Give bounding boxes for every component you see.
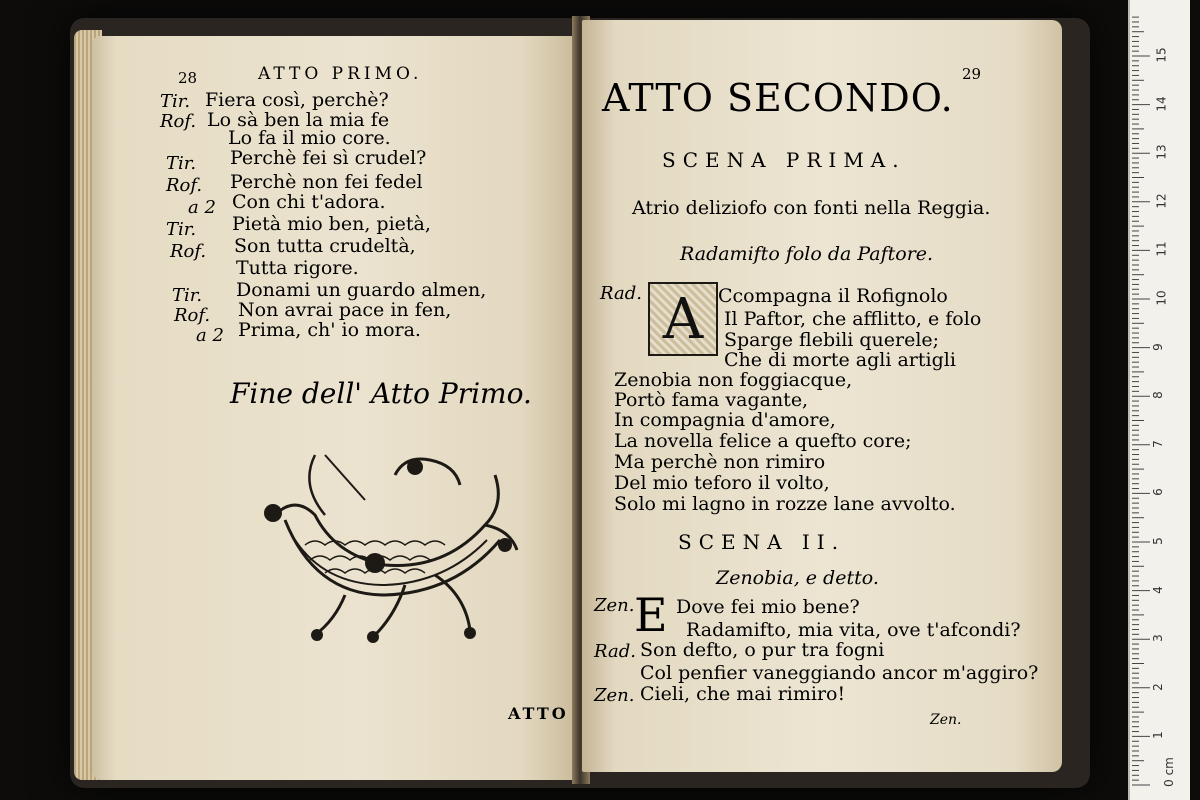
speaker: a 2 xyxy=(188,197,216,218)
ruler-mark-label: 1 xyxy=(1150,731,1165,740)
ruler-unit-label: 0 cm xyxy=(1161,757,1176,787)
ruler-mark-label: 2 xyxy=(1150,682,1165,691)
speaker: Tir. xyxy=(160,91,191,112)
verse-line: Solo mi lagno in rozze lane avvolto. xyxy=(614,493,956,515)
initial-letter: A xyxy=(662,287,704,352)
verse-line: Cieli, che mai rimiro! xyxy=(640,683,846,705)
verse-line: La novella felice a quefto core; xyxy=(614,430,912,452)
scene-title: SCENA PRIMA. xyxy=(662,148,906,172)
verse-line: Radamifto, mia vita, ove t'afcondi? xyxy=(686,619,1021,641)
right-page-number: 29 xyxy=(962,65,982,83)
act-end-text: Fine dell' Atto Primo. xyxy=(230,377,532,410)
ruler-mark-label: 11 xyxy=(1154,241,1169,258)
measuring-ruler xyxy=(1128,0,1190,800)
ruler-mark-label: 9 xyxy=(1150,342,1165,351)
verse-line: Lo fa il mio core. xyxy=(228,127,391,149)
verse-line: Perchè non fei fedel xyxy=(230,171,423,193)
scene-title: SCENA II. xyxy=(678,530,846,554)
left-page-number: 28 xyxy=(178,69,198,87)
speaker: Rof. xyxy=(160,111,197,132)
verse-line: Il Paftor, che afflitto, e folo xyxy=(724,308,982,330)
ruler-ticks-icon xyxy=(1130,0,1190,800)
right-catchword: Zen. xyxy=(930,712,962,728)
verse-line: In compagnia d'amore, xyxy=(614,409,836,431)
ruler-mark-label: 3 xyxy=(1150,634,1165,643)
verse-line: Fiera così, perchè? xyxy=(205,89,389,111)
speaker: Rof. xyxy=(174,305,211,326)
speaker: Rad. xyxy=(594,641,636,662)
verse-line: Prima, ch' io mora. xyxy=(238,319,421,341)
left-catchword: ATTO xyxy=(508,704,569,723)
ruler-mark-label: 8 xyxy=(1150,391,1165,400)
ruler-mark-label: 6 xyxy=(1150,488,1165,497)
ruler-mark-label: 12 xyxy=(1154,193,1169,209)
speaker: Rad. xyxy=(600,283,642,304)
speaker: Zen. xyxy=(594,685,635,706)
ruler-mark-label: 10 xyxy=(1154,290,1169,306)
verse-line: Del mio teforo il volto, xyxy=(614,472,830,494)
verse-line: Ccompagna il Rofignolo xyxy=(718,285,948,307)
verse-line: Col penfier vaneggiando ancor m'aggiro? xyxy=(640,662,1039,684)
initial-letter: E xyxy=(634,588,668,642)
stage-direction: Zenobia, e detto. xyxy=(716,567,879,589)
verse-line: Zenobia non foggiacque, xyxy=(614,369,853,391)
speaker: Tir. xyxy=(166,219,197,240)
speaker: Tir. xyxy=(166,153,197,174)
verse-line: Tutta rigore. xyxy=(236,257,359,279)
act-title: ATTO SECONDO. xyxy=(602,76,954,120)
verse-line: Dove fei mio bene? xyxy=(676,596,860,618)
speaker: a 2 xyxy=(196,325,224,346)
stage-direction: Radamifto folo da Paftore. xyxy=(680,243,934,265)
ruler-mark-label: 4 xyxy=(1150,585,1165,594)
speaker: Rof. xyxy=(170,241,207,262)
ruler-mark-label: 15 xyxy=(1154,47,1169,63)
verse-line: Pietà mio ben, pietà, xyxy=(232,213,431,235)
verse-line: Non avrai pace in fen, xyxy=(238,299,452,321)
verse-line: Lo sà ben la mia fe xyxy=(207,109,390,131)
left-running-head: ATTO PRIMO. xyxy=(258,64,423,84)
speaker: Tir. xyxy=(172,285,203,306)
ruler-mark-label: 7 xyxy=(1150,439,1165,448)
verse-line: Ma perchè non rimiro xyxy=(614,451,826,473)
verse-line: Donami un guardo almen, xyxy=(236,279,487,301)
verse-line: Sparge flebili querele; xyxy=(724,329,940,351)
verse-line: Son defto, o pur tra fogni xyxy=(640,639,885,661)
speaker: Rof. xyxy=(166,175,203,196)
verse-line: Perchè fei sì crudel? xyxy=(230,147,427,169)
scene-setting: Atrio deliziofo con fonti nella Reggia. xyxy=(632,197,991,219)
ruler-mark-label: 5 xyxy=(1150,537,1165,545)
speaker: Zen. xyxy=(594,595,635,616)
verse-line: Che di morte agli artigli xyxy=(724,349,956,371)
verse-line: Con chi t'adora. xyxy=(232,191,386,213)
verse-line: Son tutta crudeltà, xyxy=(234,235,416,257)
ruler-mark-label: 14 xyxy=(1154,95,1169,112)
decorated-initial-icon xyxy=(648,282,718,356)
ruler-mark-label: 13 xyxy=(1154,144,1169,160)
woodcut-ornament-icon xyxy=(255,445,525,650)
verse-line: Portò fama vagante, xyxy=(614,389,809,411)
